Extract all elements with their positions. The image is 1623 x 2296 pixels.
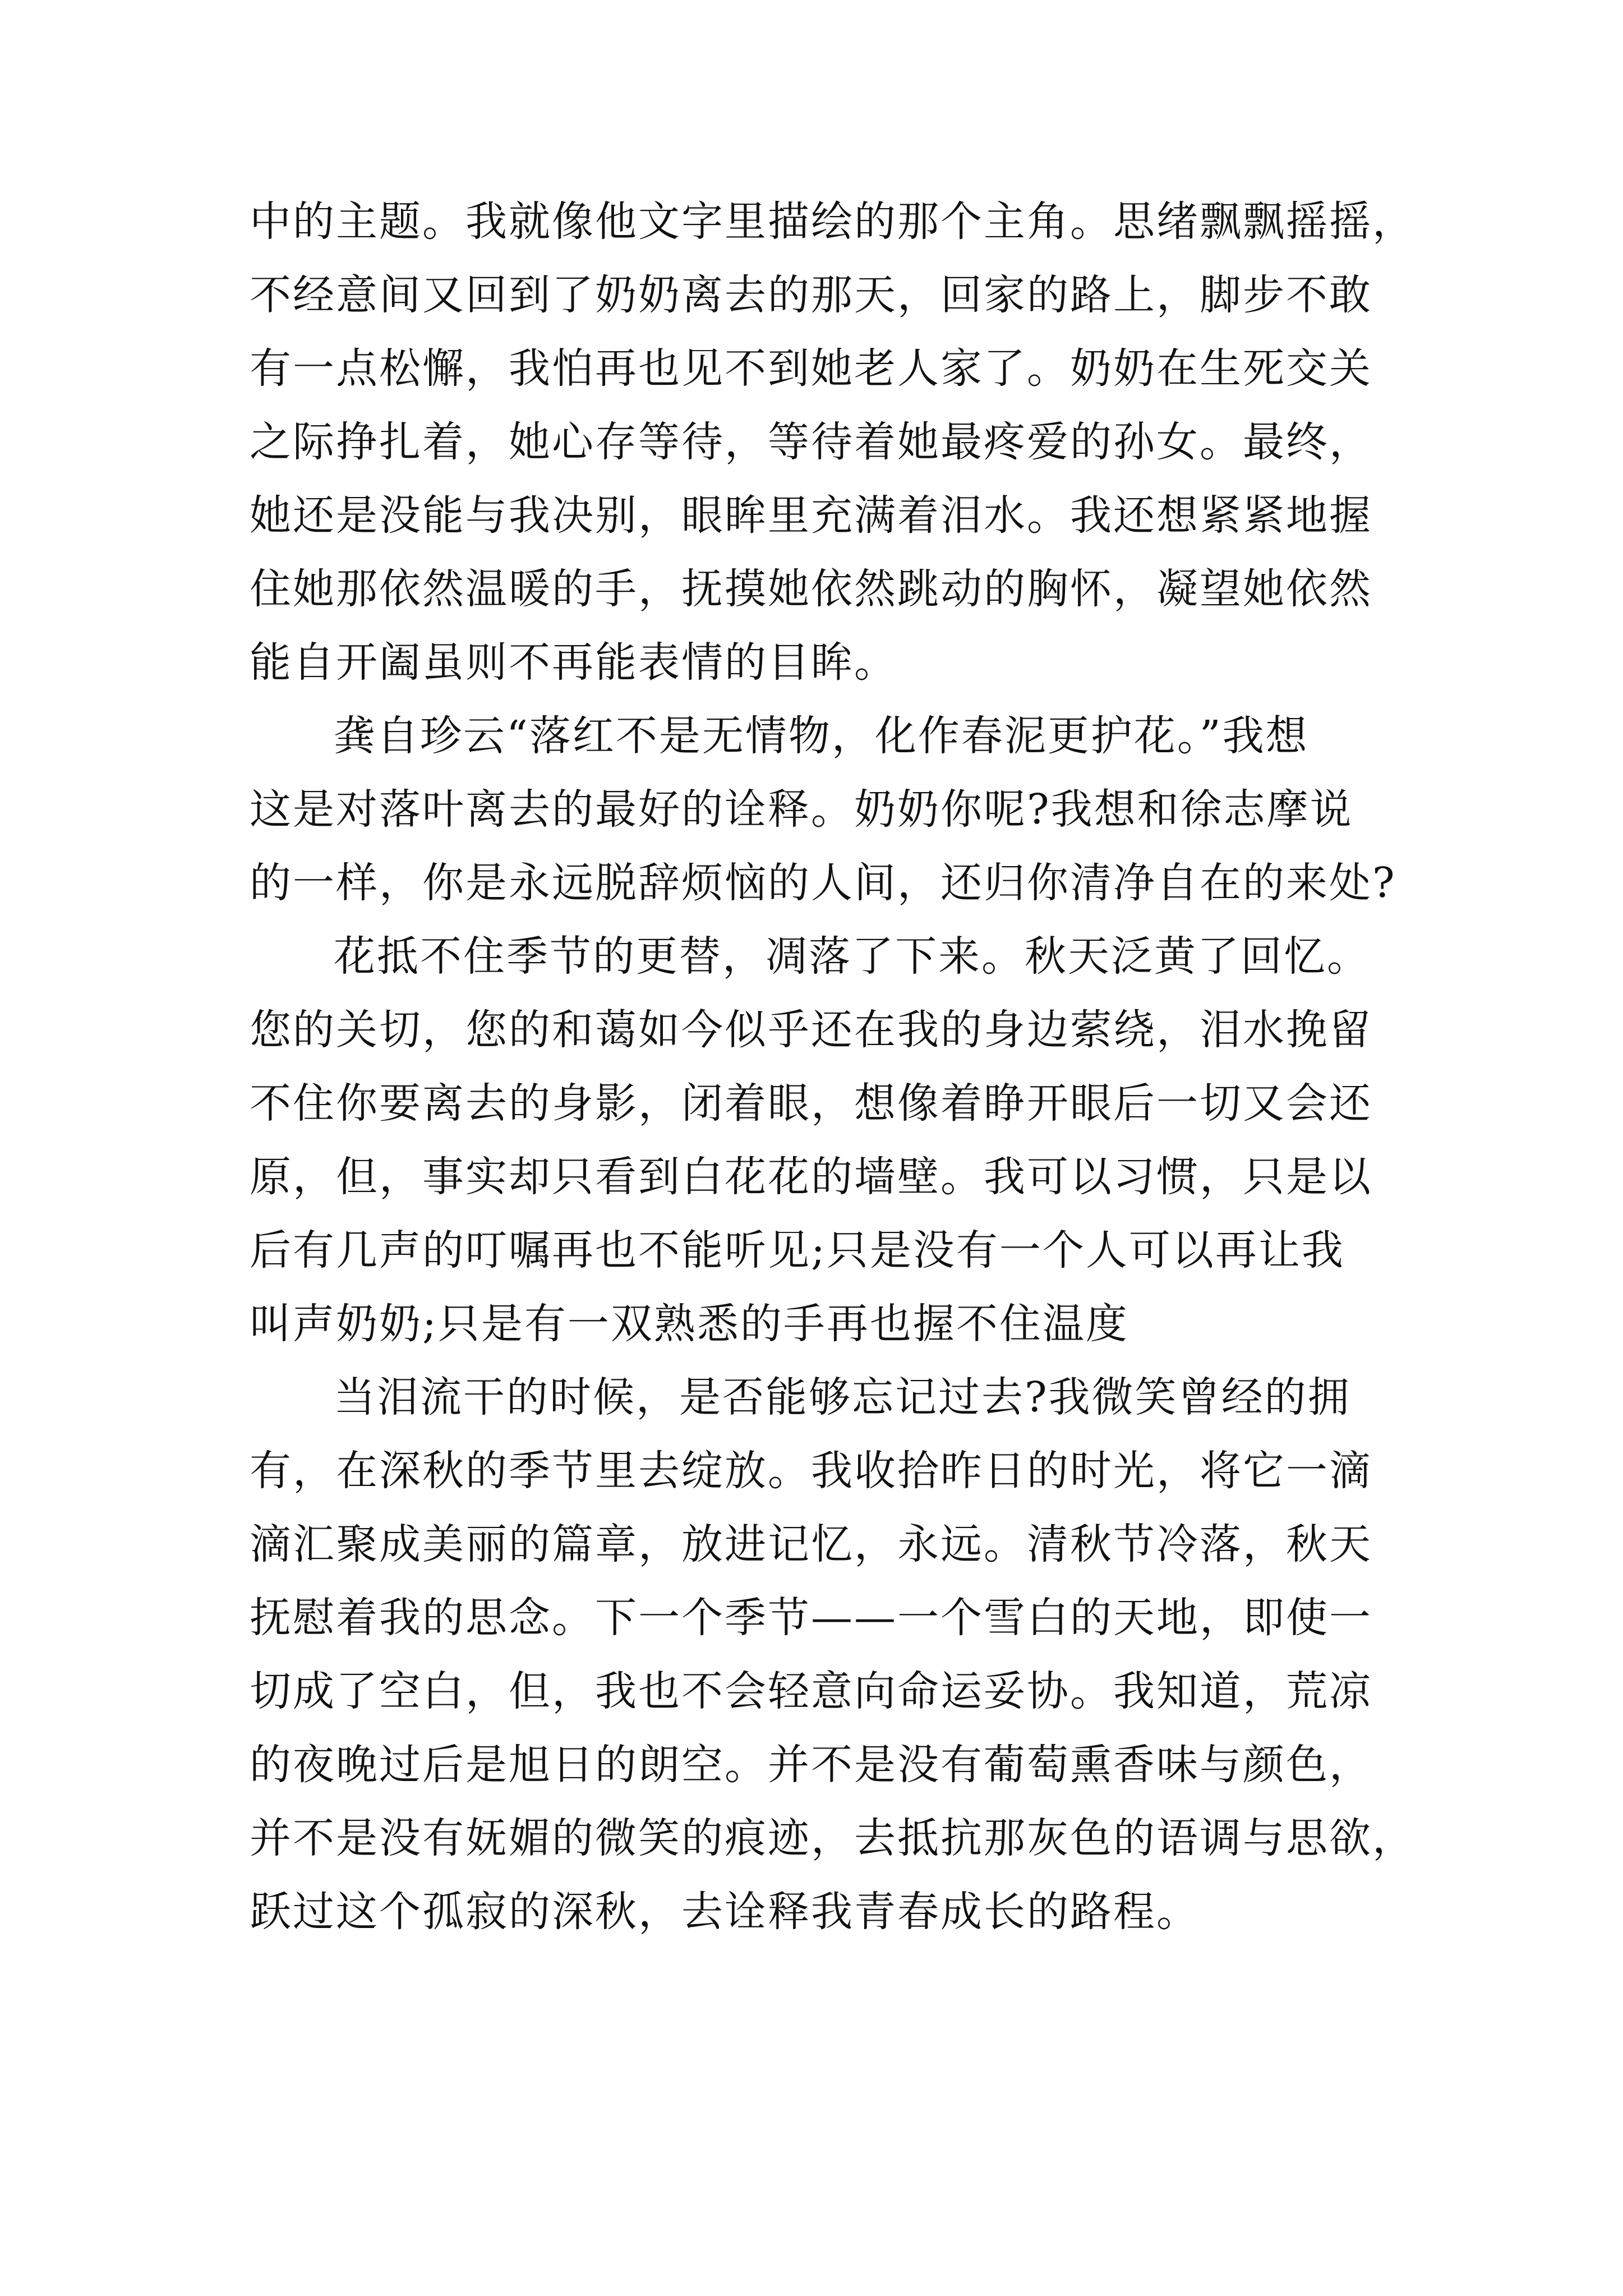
text-line-13: 不住你要离去的身影，闭着眼，想像着睁开眼后一切又会还 (250, 1079, 1372, 1128)
paragraph-4-first-line: 当泪流干的时候，是否能够忘记过去?我微笑曾经的拥 (334, 1373, 1351, 1421)
text-line-6: 住她那依然温暖的手，抚摸她依然跳动的胸怀，凝望她依然 (250, 565, 1372, 613)
text-line-2: 不经意间又回到了奶奶离去的那天，回家的路上，脚步不敢 (250, 271, 1372, 319)
text-line-14: 原，但，事实却只看到白花花的墙壁。我可以习惯，只是以 (250, 1153, 1372, 1201)
paragraph-2-first-line: 龚自珍云“落红不是无情物，化作春泥更护花。”我想 (334, 712, 1309, 760)
text-line-21: 切成了空白，但，我也不会轻意向命运妥协。我知道，荒凉 (250, 1667, 1372, 1715)
text-line-3: 有一点松懈，我怕再也见不到她老人家了。奶奶在生死交关 (250, 344, 1372, 393)
paragraph-3-first-line: 花抵不住季节的更替，凋落了下来。秋天泛黄了回忆。 (334, 932, 1370, 981)
text-line-9: 这是对落叶离去的最好的诠释。奶奶你呢?我想和徐志摩说 (250, 785, 1353, 834)
text-line-18: 有，在深秋的季节里去绽放。我收拾昨日的时光，将它一滴 (250, 1447, 1372, 1495)
text-line-16: 叫声奶奶;只是有一双熟悉的手再也握不住温度 (250, 1300, 1129, 1348)
text-line-7: 能自开阖虽则不再能表情的目眸。 (250, 638, 897, 687)
text-line-22: 的夜晚过后是旭日的朗空。并不是没有葡萄熏香味与颜色， (250, 1741, 1372, 1789)
text-line-5: 她还是没能与我决别，眼眸里充满着泪水。我还想紧紧地握 (250, 491, 1372, 540)
text-line-20: 抚慰着我的思念。下一个季节——一个雪白的天地，即使一 (250, 1594, 1372, 1642)
essay-body (250, 185, 1415, 1949)
text-line-19: 滴汇聚成美丽的篇章，放进记忆，永远。清秋节冷落，秋天 (250, 1520, 1372, 1568)
text-line-15: 后有几声的叮嘱再也不能听见;只是没有一个人可以再让我 (250, 1226, 1345, 1274)
text-line-23: 并不是没有妩媚的微笑的痕迹，去抵抗那灰色的语调与思欲， (250, 1814, 1415, 1862)
text-line-1: 中的主题。我就像他文字里描绘的那个主角。思绪飘飘摇摇， (250, 197, 1415, 246)
text-line-12: 您的关切，您的和蔼如今似乎还在我的身边萦绕，泪水挽留 (250, 1006, 1372, 1054)
text-line-10: 的一样，你是永远脱辞烦恼的人间，还归你清净自在的来处? (250, 859, 1396, 907)
text-line-4: 之际挣扎着，她心存等待，等待着她最疼爱的孙女。最终， (250, 418, 1372, 466)
text-line-24: 跃过这个孤寂的深秋，去诠释我青春成长的路程。 (250, 1888, 1200, 1936)
